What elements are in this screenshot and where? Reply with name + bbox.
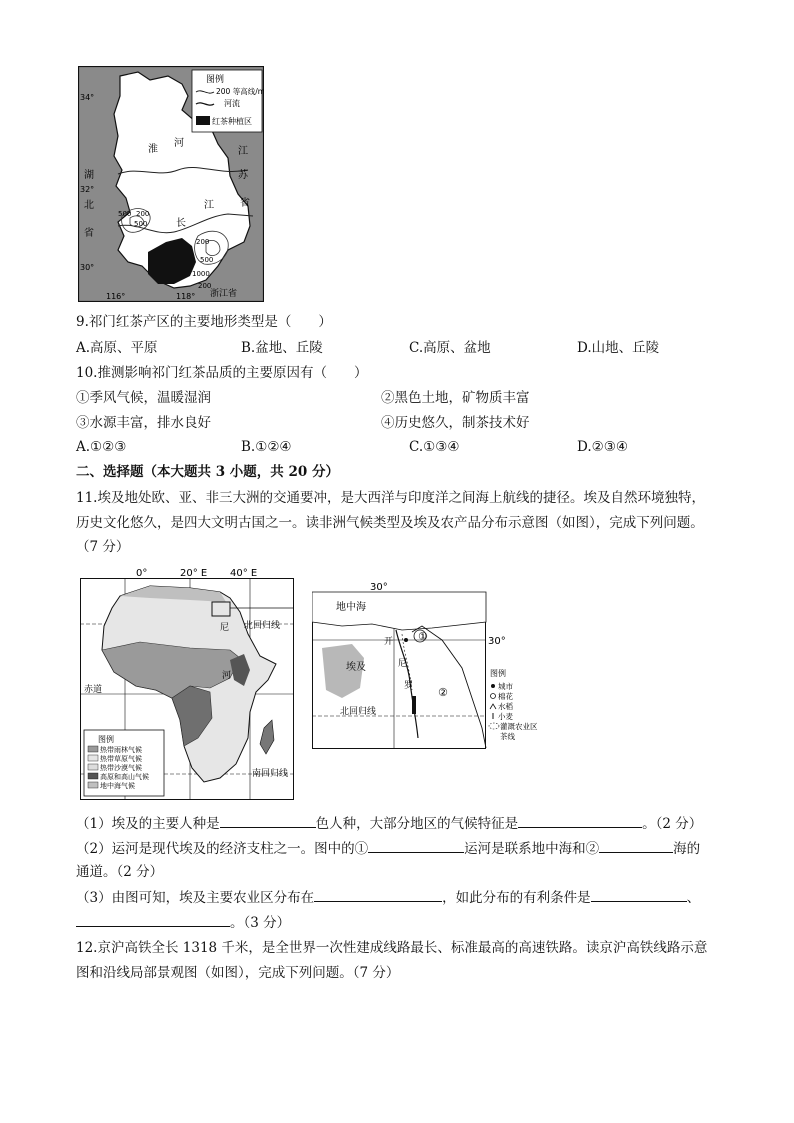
q10-option-a[interactable]: A.①②③ [76, 439, 127, 455]
legend-cotton: 棉花 [498, 692, 513, 701]
legend-savanna: 热带草原气候 [100, 755, 142, 763]
q11-sub1-blank-1[interactable] [220, 813, 316, 828]
label-jiangsu-1: 江 [238, 146, 248, 157]
anhui-tea-map [78, 66, 264, 302]
q11-sub3-text-c: 、 [686, 890, 701, 906]
q11-sub2-blank-2[interactable] [599, 838, 673, 853]
label-he: 河 [174, 138, 184, 149]
map3-lon-30: 30° [370, 582, 388, 593]
legend-city: 城市 [498, 682, 513, 691]
q11-sub3 [76, 887, 700, 908]
map1-lat-34: 34° [80, 93, 95, 102]
q11-sub2-text-b: 运河是联系地中海和② [464, 841, 600, 857]
contour-500-c: 500 [200, 256, 214, 264]
map1-lon-118: 118° [176, 292, 196, 301]
q10-item-4: ④历史悠久，制茶技术好 [381, 415, 530, 431]
q11-sub2-text-c: 海的 [673, 841, 701, 857]
q12-line-1: 12.京沪高铁全长 1318 千米，是全世界一次性建成线路最长、标准最高的高速铁路。读京沪高铁线路示意 [76, 940, 708, 956]
q10-option-b[interactable]: B.①②④ [241, 439, 292, 455]
contour-1000: 1000 [192, 270, 210, 278]
map1-lon-116: 116° [106, 292, 126, 301]
q11-sub2 [76, 838, 700, 859]
africa-equator: 赤道 [84, 685, 103, 695]
label-hubei-2: 北 [84, 200, 94, 211]
legend-highland: 高原和高山气候 [100, 773, 149, 781]
q11-line-2: 历史文化悠久，是四大文明古国之一。读非洲气候类型及埃及农产品分布示意图（如图），完成下列问题。 [76, 515, 704, 531]
section2-heading: 二、选择题（本大题共 3 小题，共 20 分） [76, 464, 339, 480]
legend-tea-line: 茶线 [500, 732, 515, 741]
africa-south-tropic: 南回归线 [252, 769, 289, 779]
egypt-detail-map [312, 578, 542, 750]
lon-0: 0° [136, 568, 148, 579]
q11-sub1-text-b: 色人种，大部分地区的气候特征是 [315, 816, 519, 832]
label-jiang: 江 [204, 200, 214, 211]
legend-desert: 热带沙漠气候 [100, 764, 142, 772]
africa-river: 河 [222, 671, 232, 681]
label-cairo: 开 [384, 637, 394, 647]
label-circle-2: ② [438, 686, 448, 699]
label-nile-ni: 尼 [398, 659, 408, 669]
label-jiangsu-3: 省 [240, 198, 250, 209]
q11-line-1: 11.埃及地处欧、亚、非三大洲的交通要冲，是大西洋与印度洋之间海上航线的捷径。埃及自然环境独特， [76, 490, 705, 506]
q12-line-2: 图和沿线局部景观图（如图），完成下列问题。（7 分） [76, 965, 400, 981]
q11-sub3-blank-2[interactable] [591, 887, 687, 902]
q11-sub3-text-b: ，如此分布的有利条件是 [442, 890, 591, 906]
label-mediterranean: 地中海 [336, 602, 366, 613]
map3-lat-30: 30° [488, 636, 506, 647]
q11-sub3-cont [76, 912, 290, 933]
contour-500-b: 500 [134, 220, 148, 228]
label-huai: 淮 [148, 144, 158, 155]
map1-legend-title: 图例 [206, 75, 225, 85]
contour-200-b: 200 [196, 238, 210, 246]
label-egypt: 埃及 [346, 662, 366, 673]
map1-lat-30: 30° [80, 263, 95, 272]
contour-200-c: 200 [198, 282, 212, 290]
africa-north-tropic: 北回归线 [244, 621, 281, 631]
map1-legend-contour: 200 等高线/m [216, 87, 264, 96]
q9-option-a[interactable]: A.高原、平原 [76, 340, 158, 356]
map1-legend-river: 河流 [224, 99, 240, 108]
label-zhejiang: 浙江省 [210, 289, 238, 299]
label-chang: 长 [176, 218, 186, 229]
africa-climate-map-svg [80, 568, 294, 800]
q11-sub2-cont: 通道。（2 分） [76, 864, 164, 880]
q11-sub3-text-a: （3）由图可知，埃及主要农业区分布在 [76, 890, 315, 906]
legend-mediterranean: 地中海气候 [100, 782, 135, 790]
q11-sub1-text-c: 。（2 分） [642, 816, 703, 832]
q11-sub2-blank-1[interactable] [368, 838, 464, 853]
anhui-tea-map-svg [78, 66, 264, 302]
africa-climate-map [80, 568, 294, 800]
q11-sub1-blank-2[interactable] [518, 813, 642, 828]
q11-sub3-blank-1[interactable] [314, 887, 442, 902]
legend-rainforest: 热带雨林气候 [100, 746, 142, 754]
contour-500-a: 500 [118, 210, 132, 218]
lon-40e: 40° E [230, 568, 258, 579]
q11-sub2-text-a: （2）运河是现代埃及的经济支柱之一。图中的① [76, 841, 369, 857]
map3-legend-title: 图例 [490, 669, 506, 678]
q10-item-2: ②黑色土地，矿物质丰富 [381, 390, 530, 406]
q11-sub1 [76, 813, 702, 834]
label-circle-1: ① [418, 630, 428, 643]
q9-option-b[interactable]: B.盆地、丘陵 [241, 340, 323, 356]
q9-option-c[interactable]: C.高原、盆地 [409, 340, 491, 356]
q10-option-d[interactable]: D.②③④ [577, 439, 628, 455]
q11-line-3: （7 分） [76, 539, 130, 555]
q11-sub1-text-a: （1）埃及的主要人种是 [76, 816, 220, 832]
q10-item-3: ③水源丰富，排水良好 [76, 415, 211, 431]
q10-item-1: ①季风气候，温暖湿润 [76, 390, 211, 406]
map3-north-tropic: 北回归线 [340, 707, 377, 717]
q10-stem: 10.推测影响祁门红茶品质的主要原因有（ ） [76, 365, 368, 381]
q9-stem: 9.祁门红茶产区的主要地形类型是（ ） [76, 314, 332, 330]
label-jiangsu-2: 苏 [238, 170, 248, 181]
africa-nile: 尼 [220, 623, 230, 633]
q11-sub3-blank-3[interactable] [76, 912, 230, 927]
map1-legend-tea: 红茶种植区 [212, 117, 252, 126]
legend-irrigation: 灌溉农业区 [500, 722, 538, 731]
map1-lat-32: 32° [80, 185, 95, 194]
label-hubei-1: 湖 [84, 170, 94, 181]
africa-legend-title: 图例 [98, 735, 114, 744]
legend-wheat: 小麦 [498, 712, 513, 721]
legend-rice: 水稻 [498, 702, 513, 711]
q11-sub3-text-d: 。（3 分） [230, 915, 291, 931]
q10-option-c[interactable]: C.①③④ [409, 439, 460, 455]
egypt-detail-map-svg [312, 578, 542, 750]
q9-option-d[interactable]: D.山地、丘陵 [577, 340, 660, 356]
label-nile-luo: 罗 [404, 681, 414, 691]
contour-200-a: 200 [136, 210, 150, 218]
lon-20e: 20° E [180, 568, 208, 579]
label-hubei-3: 省 [84, 228, 94, 239]
